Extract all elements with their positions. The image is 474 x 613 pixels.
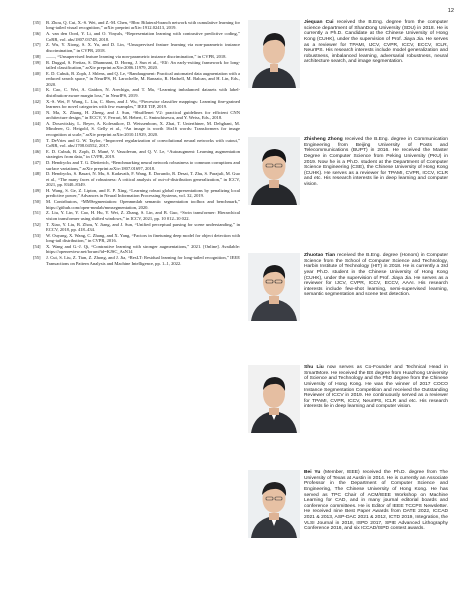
reference-text: J. Cui, S. Liu, Z. Tian, Z. Zhong, and J. Jia, “ResLT: Residual learning for long-tailed recognition,” IEEE Transactions on Pattern Analysis and Machine Intelligence, pp. 1–1, 2022. (46, 255, 240, 266)
reference-text: D. Hendrycks and T. G. Dietterich, “Benchmarking neural network robustness to common corruptions and surface variations,” arXiv preprint arXiv:1807.01697, 2018. (46, 160, 240, 171)
reference-number: [55] (33, 255, 41, 261)
reference-item (33, 233, 240, 244)
reference-number: [37] (33, 42, 41, 48)
bio-body: received the B.Eng. degree from the computer science department of ShanDong University (SDU) in 2018. He is currently a Ph.D. Candidate at the Chinese University of Hong Kong (CUHK), under the supervision of Prof. Jiaya Jia. He serves as a reviewer for TPAMI, IJCV, CVPR, ICCV, ECCV, ICLR, NeurIPS. His research interests include model generalization and robustness, imbalanced learning, adversarial robustness, neural architecture search, and image segmentation. (304, 20, 449, 65)
reference-text: D. Hendrycks, S. Basart, N. Mu, S. Kadavath, F. Wang, E. Dorundo, R. Desai, T. Zhu, S. Parajuli, M. Guo et al., “The many faces of robustness: A critical analysis of out-of-distribution generalization,” in ICCV, 2021, pp. 8340–8349. (46, 171, 240, 188)
reference-item (33, 160, 240, 171)
bio-body: now serves as Co-Founder and Technical Head in SmartMore. He received the BS degree from Huazhong University of Science and Technology and the PhD degree from the Chinese University of Hong Kong. He was the winner of 2017 COCO Instance Segmentation Competition and received the Outstanding Reviewer of ICCV in 2019. He continuously served as a reviewer for TPAMI, CVPR, ICCV, NeurIPS, ICLR and etc. His research interests lie in deep learning and computer vision. (304, 365, 448, 410)
reference-item (33, 20, 240, 31)
bio-text (304, 137, 448, 188)
portrait-image (248, 365, 300, 433)
author-name: Zhisheng Zhong (304, 137, 343, 142)
reference-text: M. Contributors, “MMSegmentation: Openmmlab semantic segmentation toolbox and benchmark,” https://github.com/open-mmlab/mmsegmentation, 2020. (46, 199, 240, 210)
reference-item (33, 54, 240, 59)
references-list (33, 20, 240, 267)
reference-number: [41] (33, 87, 41, 93)
reference-number: [42] (33, 98, 41, 104)
page-number: 12 (447, 8, 454, 14)
reference-text: E. D. Cubuk, B. Zoph, D. Mané, V. Vasudevan, and Q. V. Le, “Autoaugment: Learning augmentation strategies from data,” in CVPR, 2019. (46, 148, 240, 160)
reference-text: X.-S. Wei, P. Wang, L. Liu, C. Shen, and J. Wu, “Piecewise classifier mappings: Learning fine-grained learners for novel categories with few examples,” IEEE TIP, 2019. (46, 98, 240, 109)
reference-item (33, 199, 240, 210)
bio-text (304, 253, 448, 298)
reference-item (33, 138, 240, 149)
author-photo (248, 20, 300, 88)
author-photo (248, 365, 300, 433)
reference-item (33, 149, 240, 160)
bio-body: received the B.Eng. degree in Communication Engineering from Beijing University of Posts and Telecommunications (BUPT) in 2016. He received the Master Degree in Computer Science from Peking University (PKU) in 2019. Now he is a Ph.D. student at the Department of Computer Science Engineering (CSE), the Chinese University of Hong Kong (CUHK). He serves as a reviewer for TPAMI, CVPR, ICCV, ICLR and etc. His research interests lie in deep learning and computer vision. (304, 137, 448, 187)
reference-number: [35] (33, 20, 41, 25)
reference-number: [50] (33, 199, 41, 205)
reference-text: ——, “Unsupervised feature learning via non-parametric instance discrimination,” in CVPR, 2018. (46, 53, 227, 59)
reference-item (33, 222, 240, 233)
author-name: Bei Yu (304, 470, 321, 475)
reference-text: X. Wang and G.-J. Qi, “Contrastive learning with stronger augmentations,” 2021. [Online]. Available: https://openreview.net/forum?id=KJSC_AsN14 (46, 244, 240, 255)
reference-item (33, 244, 240, 255)
reference-text: A. Dosovitskiy, L. Beyer, A. Kolesnikov, D. Weissenborn, X. Zhai, T. Unterthiner, M. Dehghani, M. Minderer, G. Heigold, S. Gelly et al., “An image is worth 16x16 words: Transformers for image recognition at scale,” arXiv preprint arXiv:2010.11929, 2020. (46, 121, 240, 137)
bio-body: (Member, IEEE) received the Ph.D. degree from The University of Texas at Austin in 2014. He is currently an Associate Professor in the Department of Computer Science and Engineering, The Chinese University of Hong Kong. He has served as TPC Chair of ACM/IEEE Workshop on Machine Learning for CAD, and in many journal editorial boards and conference committees. He is Editor of IEEE TCCPS Newsletter. He received nine Best Paper Awards from DATE 2022, ICCAD 2021 & 2013, ASP-DAC 2021 & 2012, ICTD 2019, Integration, the VLSI Journal in 2018, ISPD 2017, SPIE Advanced Lithography Conference 2016, and six ICCAD/ISPD contest awards. (304, 470, 448, 532)
reference-item (33, 110, 240, 121)
reference-item (33, 171, 240, 187)
portrait-image (248, 20, 300, 88)
reference-text: T. Xiao, Y. Liu, B. Zhou, Y. Jiang, and J. Sun, “Unified perceptual parsing for scene understanding,” in ECCV, 2018, pp. 418–434. (46, 221, 240, 233)
reference-number: [52] (33, 221, 41, 227)
reference-text: W. Ouyang, X. Wang, C. Zhang, and X. Yang, “Factors in finetuning deep model for object detection with long-tail distribution,” in CVPR, 2016. (46, 232, 240, 244)
reference-number: [45] (33, 137, 41, 143)
reference-text: Z. Wu, Y. Xiong, S. X. Yu, and D. Lin, “Unsupervised feature learning via non-parametric instance discrimination,” in CVPR, 2018. (46, 42, 240, 53)
author-name: Shu Liu (304, 365, 324, 370)
reference-item (33, 42, 240, 53)
reference-number: [44] (33, 121, 41, 127)
reference-number: [40] (33, 70, 41, 76)
bio-text (304, 365, 448, 410)
reference-text: N. Ma, X. Zhang, H. Zheng, and J. Sun, “Shufflenet V2: practical guidelines for efficient CNN architecture design,” in ECCV, V. Ferrari, M. Hebert, C. Sminchisescu, and Y. Weiss, Eds., 2018. (46, 109, 240, 121)
reference-number: [46] (33, 148, 41, 154)
reference-number: [47] (33, 160, 41, 166)
reference-number: [38] (33, 53, 41, 59)
reference-text: K. Cao, C. Wei, A. Gaidon, N. Arechiga, and T. Ma, “Learning imbalanced datasets with label-distribution-aware margin loss,” in NeurIPS, 2019. (46, 87, 240, 98)
author-name: Jiequan Cui (304, 20, 334, 25)
reference-number: [51] (33, 210, 41, 216)
reference-item (33, 60, 240, 71)
reference-number: [54] (33, 244, 41, 250)
bio-text (304, 20, 448, 65)
reference-number: [39] (33, 59, 41, 65)
reference-item (33, 31, 240, 42)
author-photo (248, 470, 300, 538)
reference-text: A. van den Oord, Y. Li, and O. Vinyals, “Representation learning with contrastive predictive coding,” CoRR, vol. abs/1807.03748, 2018. (46, 31, 240, 42)
reference-number: [43] (33, 109, 41, 115)
reference-number: [48] (33, 171, 41, 177)
author-photo (248, 253, 300, 321)
author-name: Zhuotao Tian (304, 253, 336, 258)
reference-number: [49] (33, 187, 41, 193)
reference-text: H. Wang, S. Ge, Z. Lipton, and E. P. Xing, “Learning robust global representations by penalizing local predictive power,” Advances in Neural Information Processing Systems, vol. 32, 2019. (46, 187, 240, 199)
author-photo (248, 137, 300, 205)
reference-item (33, 87, 240, 98)
reference-item (33, 255, 240, 266)
reference-item (33, 99, 240, 110)
reference-item (33, 71, 240, 87)
reference-item (33, 210, 240, 221)
bio-body: received the B.Eng. degree (Honors) in Computer Science from the School of Computer Science and Technology, Harbin Institute of Technology (HIT) in 2018. He is currently a 3rd year Ph.D. student in the Chinese University of Hong Kong (CUHK), under the supervision of Prof. Jiaya Jia. He serves as a reviewer for IJCV, CVPR, ICCV, ECCV, AAAI. His research interests include few-shot learning, semi-supervised learning, semantic segmentation and scene text detection. (304, 253, 448, 298)
reference-text: Z. Liu, Y. Lin, Y. Cao, H. Hu, Y. Wei, Z. Zhang, S. Lin, and B. Guo, “Swin transformer: Hierarchical vision transformer using shifted windows,” in ICCV, 2021, pp. 10 012–10 022. (46, 210, 240, 221)
reference-text: T. DeVries and G. W. Taylor, “Improved regularization of convolutional neural networks with cutout,” CoRR, vol. abs/1708.04552, 2017. (46, 137, 240, 149)
reference-number: [36] (33, 31, 41, 37)
reference-text: B. Zhou, Q. Cui, X.-S. Wei, and Z.-M. Chen, “Bbn: Bilateral-branch network with cumulative learning for long-tailed visual recognition,” arXiv preprint arXiv:1912.02413, 2019. (46, 20, 240, 31)
portrait-image (248, 470, 300, 538)
reference-item (33, 121, 240, 137)
reference-text: R. Duggal, S. Freitas, S. Dhamnani, D. Horng, J. Sun et al., “Elf: An early-exiting framework for long-tailed classification,” arXiv preprint arXiv:2006.11979, 2020. (46, 59, 240, 70)
reference-number: [53] (33, 232, 41, 238)
reference-text: E. D. Cubuk, B. Zoph, J. Shlens, and Q. Le, “Randaugment: Practical automated data augmentation with a reduced search space,” in NeurIPS, H. Larochelle, M. Ranzato, R. Hadsell, M. Balcan, and H. Lin, Eds., 2020. (46, 70, 240, 87)
portrait-image (248, 137, 300, 205)
portrait-image (248, 253, 300, 321)
reference-item (33, 188, 240, 199)
bio-text (304, 470, 448, 532)
